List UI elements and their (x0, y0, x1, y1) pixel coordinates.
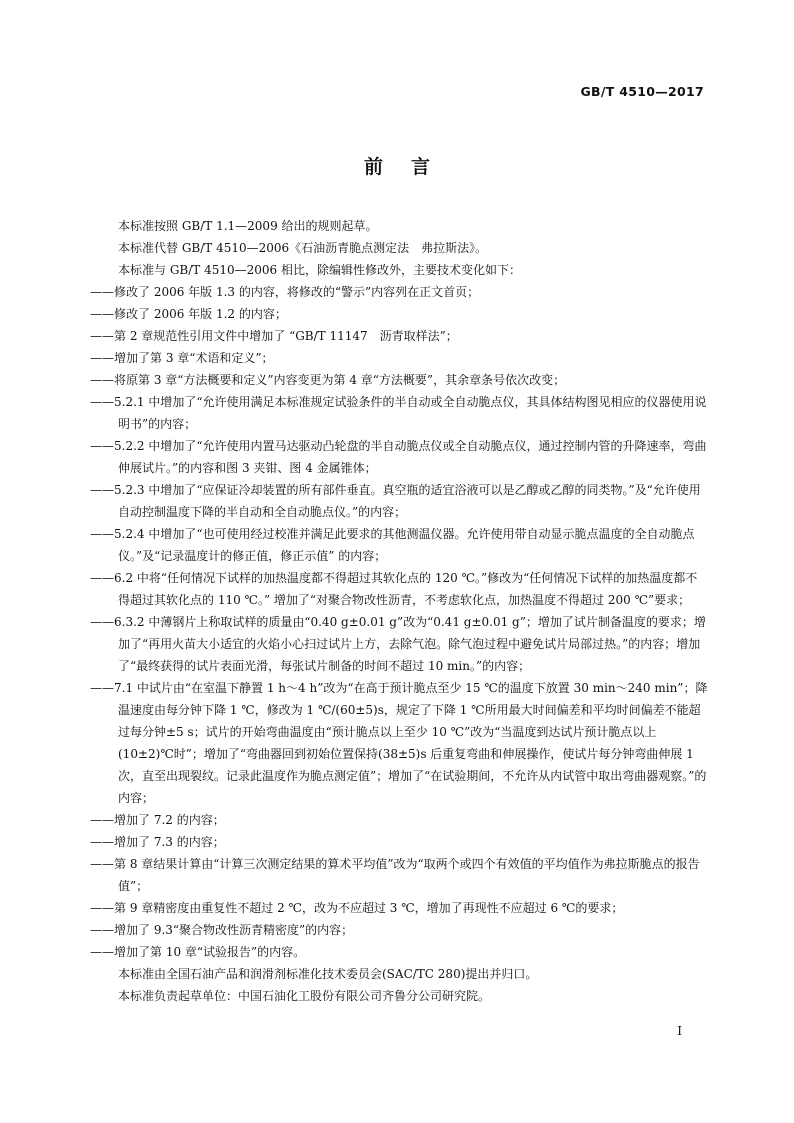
body-paragraph: 本标准代替 GB/T 4510—2006《石油沥青脆点测定法 弗拉斯法》。 (118, 241, 488, 255)
body-paragraph: 本标准由全国石油产品和润滑剂标准化技术委员会(SAC/TC 280)提出并归口。 (118, 967, 538, 981)
change-list-item: ——5.2.3 中增加了“应保证冷却装置的所有部件垂直。真空瓶的适宜浴液可以是乙醇或乙醇的同类物。”及“允许使用自动控制温度下降的半自动和全自动脆点仪。”的内容； (90, 483, 701, 519)
change-list-item: ——修改了 2006 年版 1.2 的内容； (90, 307, 287, 321)
change-list-item: ——6.3.2 中薄钢片上称取试样的质量由“0.40 g±0.01 g”改为“0.41 g±0.01 g”；增加了试片制备温度的要求；增加了“再用火苗大小适宜的火焰小心扫过试片上方，去除气泡。除气泡过程中避免试片局部过热。”的内容；增加了“最终获得的试片表面光滑，每张试片制备的时间不超过 10 min。”的内容； (90, 615, 706, 673)
body-paragraph: 本标准与 GB/T 4510—2006 相比，除编辑性修改外，主要技术变化如下： (118, 263, 521, 277)
change-list-item: ——增加了第 10 章“试验报告”的内容。 (90, 945, 306, 959)
change-list-item: ——5.2.2 中增加了“允许使用内置马达驱动凸轮盘的半自动脆点仪或全自动脆点仪，通过控制内管的升降速率，弯曲伸展试片。”的内容和图 3 夹钳、图 4 金属锥体； (90, 439, 707, 475)
change-list-item: ——修改了 2006 年版 1.3 的内容，将修改的“警示”内容列在正文首页； (90, 285, 480, 299)
change-list-item: ——第 2 章规范性引用文件中增加了 “GB/T 11147 沥青取样法”； (90, 329, 458, 343)
body-paragraph: 本标准负责起草单位：中国石油化工股份有限公司齐鲁分公司研究院。 (118, 989, 491, 1003)
page-title: 前言 (363, 156, 458, 178)
change-list-item: ——7.1 中试片由“在室温下静置 1 h～4 h”改为“在高于预计脆点至少 15 ℃的温度下放置 30 min～240 min”；降温速度由每分钟下降 1 ℃，修改为 1 ℃/(60±5)s，规定了下降 1 ℃所用最大时间偏差和平均时间偏差不能超过每分钟±5 s；试片的开始弯曲温度由“预计脆点以上至少 10 ℃”改为“当温度到达试片预计脆点以上(10±2)℃时”；增加了“弯曲器回到初始位置保持(38±5)s 后重复弯曲和伸展操作，使试片每分钟弯曲伸展 1 次，直至出现裂纹。记录此温度作为脆点测定值”；增加了“在试验期间，不允许从内试管中取出弯曲器观察。”的内容； (90, 681, 708, 805)
preface-body (90, 215, 708, 1007)
body-paragraph: 本标准按照 GB/T 1.1—2009 给出的规则起草。 (118, 219, 378, 233)
change-list-item: ——增加了 7.3 的内容； (90, 835, 225, 849)
change-list-item: ——第 8 章结果计算由“计算三次测定结果的算术平均值”改为“取两个或四个有效值的平均值作为弗拉斯脆点的报告值”； (90, 857, 700, 893)
change-list-item: ——将原第 3 章“方法概要和定义”内容变更为第 4 章“方法概要”，其余章条号依次改变； (90, 373, 566, 387)
change-list-item: ——5.2.4 中增加了“也可使用经过校准并满足此要求的其他测温仪器。允许使用带自动显示脆点温度的全自动脆点仪。”及“记录温度计的修正值，修正示值” 的内容； (90, 527, 695, 563)
change-list-item: ——增加了第 3 章“术语和定义”； (90, 351, 274, 365)
change-list-item: ——增加了 7.2 的内容； (90, 813, 225, 827)
change-list-item: ——第 9 章精密度由重复性不超过 2 ℃，改为不应超过 3 ℃，增加了再现性不应超过 6 ℃的要求； (90, 901, 624, 915)
page-number: I (677, 1024, 682, 1038)
change-list-item: ——5.2.1 中增加了“允许使用满足本标准规定试验条件的半自动或全自动脆点仪，其具体结构图见相应的仪器使用说明书”的内容； (90, 395, 707, 431)
change-list-item: ——6.2 中将“任何情况下试样的加热温度都不得超过其软化点的 120 ℃。”修改为“任何情况下试样的加热温度都不得超过其软化点的 110 ℃。” 增加了“对聚合物改性沥青，不考虑软化点，加热温度不得超过 200 ℃”要求； (90, 571, 698, 607)
change-list-item: ——增加了 9.3“聚合物改性沥青精密度”的内容； (90, 923, 354, 937)
standard-code-header: GB/T 4510—2017 (580, 84, 704, 99)
